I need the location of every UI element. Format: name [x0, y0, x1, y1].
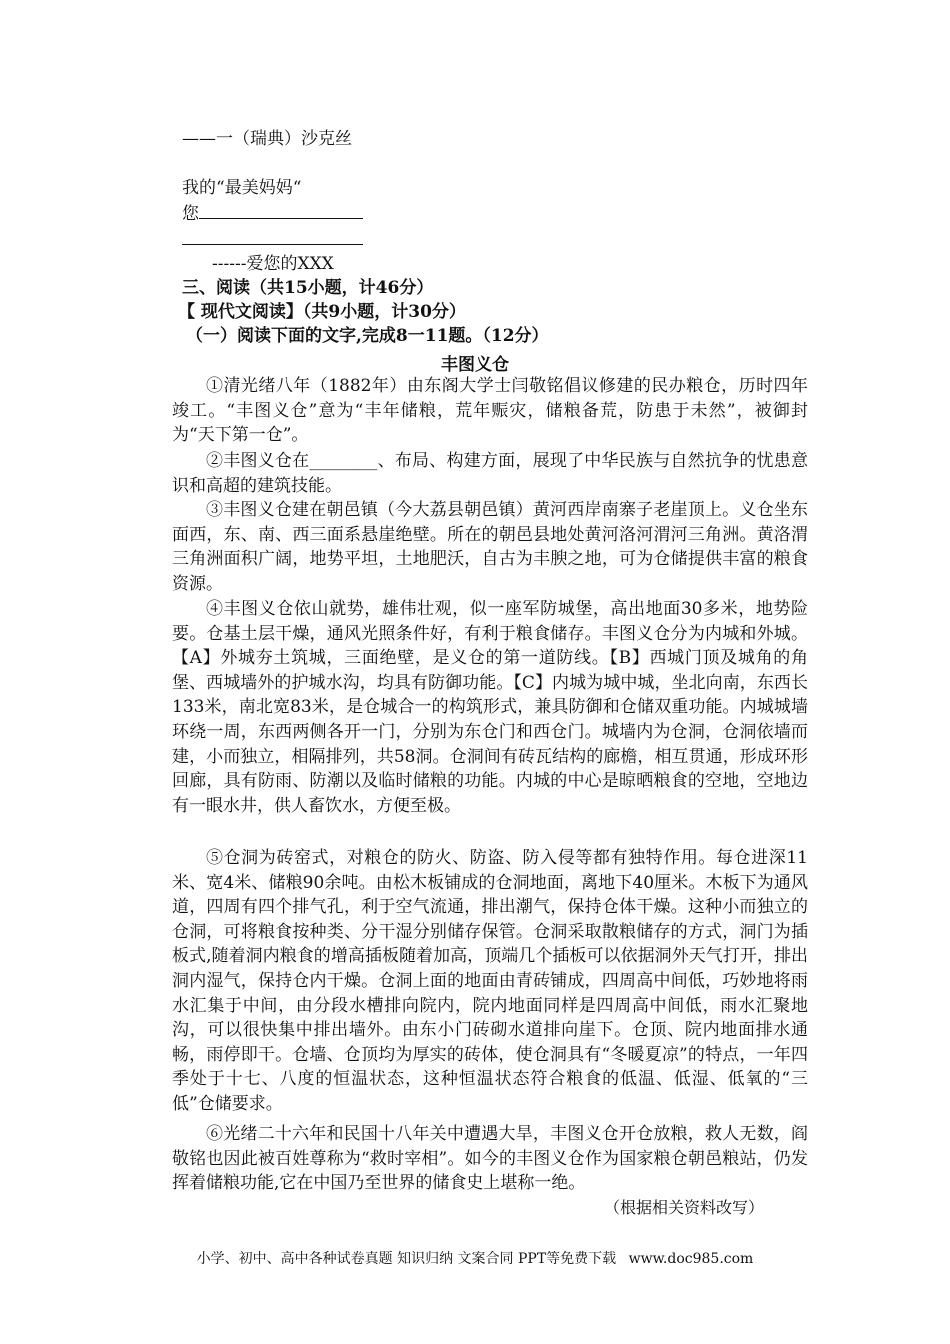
letter-sign: ------爱您的XXX [212, 254, 334, 274]
section-part: （一）阅读下面的文字,完成8一11题。（12分） [186, 326, 549, 346]
section-subtitle: 【 现代文阅读】（共9小题，计30分） [178, 302, 466, 322]
article-paragraph-1: ①清光绪八年（1882年）由东阁大学士闫敬铭倡议修建的民办粮仓，历时四年竣工。“丰图义仓”意为“丰年储粮，荒年赈灾，储粮备荒，防患于未然”，被御封为“天下第一仓”。 [172, 376, 808, 446]
answer-blank-1 [199, 200, 363, 219]
article-title: 丰图义仓 [441, 355, 509, 375]
footer-url[interactable]: www.doc985.com [628, 1251, 754, 1267]
page-footer [0, 1248, 950, 1268]
quote-attribution: ——一（瑞典）沙克丝 [182, 129, 352, 149]
article-paragraph-4: ④丰图义仓依山就势，雄伟壮观，似一座军防城堡，高出地面30多米，地势险要。仓基土层干燥，通风光照条件好，有利于粮食储存。丰图义仓分为内城和外城。【A】外城夯土筑城，三面绝壁，是义仓的第一道防线。【B】西城门顶及城角的角堡、西城墙外的护城水沟，均具有防御功能。【C】内城为城中城，坐北向南，东西长133米，南北宽83米，是仓城合一的构筑形式，兼具防御和仓储双重功能。内城城墙环绕一周，东西两侧各开一门，分别为东仓门和西仓门。城墙内为仓洞，仓洞依墙而建，小而独立，相隔排列，共58洞。仓洞间有砖瓦结构的廊檐，相互贯通，形成环形回廊，具有防雨、防潮以及临时储粮的功能。内城的中心是晾晒粮食的空地，空地边有一眼水井，供人畜饮水，方便至极。 [172, 599, 808, 816]
answer-blank-2 [182, 226, 363, 245]
article-paragraph-5: ⑤仓洞为砖窑式，对粮仓的防火、防盗、防入侵等都有独特作用。每仓进深11米、宽4米、储粮90余吨。由松木板铺成的仓洞地面，离地下40厘米。木板下为通风道，四周有四个排气孔，利于空气流通，排出潮气，保持仓体干燥。这种小而独立的仓洞，可将粮食按种类、分干湿分别储存保管。仓洞采取散粮储存的方式，洞门为插板式,随着洞内粮食的增高插板随着加高，顶端几个插板可以依据洞外天气打开，排出洞内湿气，保持仓内干燥。仓洞上面的地面由青砖铺成，四周高中间低，巧妙地将雨水汇集于中间，由分段水槽排向院内，院内地面同样是四周高中间低，雨水汇聚地沟，可以很快集中排出墙外。由东小门砖砌水道排向崖下。仓顶、院内地面排水通畅，雨停即干。仓墙、仓顶均为厚实的砖体，使仓洞具有“冬暖夏凉”的特点，一年四季处于十七、八度的恒温状态，这种恒温状态符合粮食的低温、低湿、低氧的“三低”仓储要求。 [172, 848, 808, 1114]
footer-text: 小学、初中、高中各种试卷真题 知识归纳 文案合同 PPT等免费下载 [196, 1251, 617, 1267]
letter-greeting: 我的“最美妈妈“ [182, 178, 302, 198]
article-paragraph-3: ③丰图义仓建在朝邑镇（今大荔县朝邑镇）黄河西岸南寨子老崖顶上。义仓坐东面西，东、南、西三面系悬崖绝壁。所在的朝邑县地处黄河洛河渭河三角洲。黄洛渭三角洲面积广阔，地势平坦，土地肥沃，自古为丰腴之地，可为仓储提供丰富的粮食资源。 [172, 500, 808, 594]
article-paragraph-6: ⑥光绪二十六年和民国十八年关中遭遇大旱，丰图义仓开仓放粮，救人无数，阎敬铭也因此被百姓尊称为“救时宰相”。如今的丰图义仓作为国家粮仓朝邑粮站，仍发挥着储粮功能,它在中国乃至世界的储食史上堪称一绝。 [172, 1124, 808, 1194]
letter-blank-line [182, 226, 363, 252]
letter-you: 您 [182, 204, 199, 224]
article-paragraph-2: ②丰图义仓在________、布局、构建方面，展现了中华民族与自然抗争的忧患意识和高超的建筑技能。 [172, 451, 808, 496]
section-title: 三、阅读（共15小题，计46分） [182, 278, 434, 298]
letter-you-line [182, 200, 363, 226]
article-source: （根据相关资料改写） [603, 1198, 764, 1217]
